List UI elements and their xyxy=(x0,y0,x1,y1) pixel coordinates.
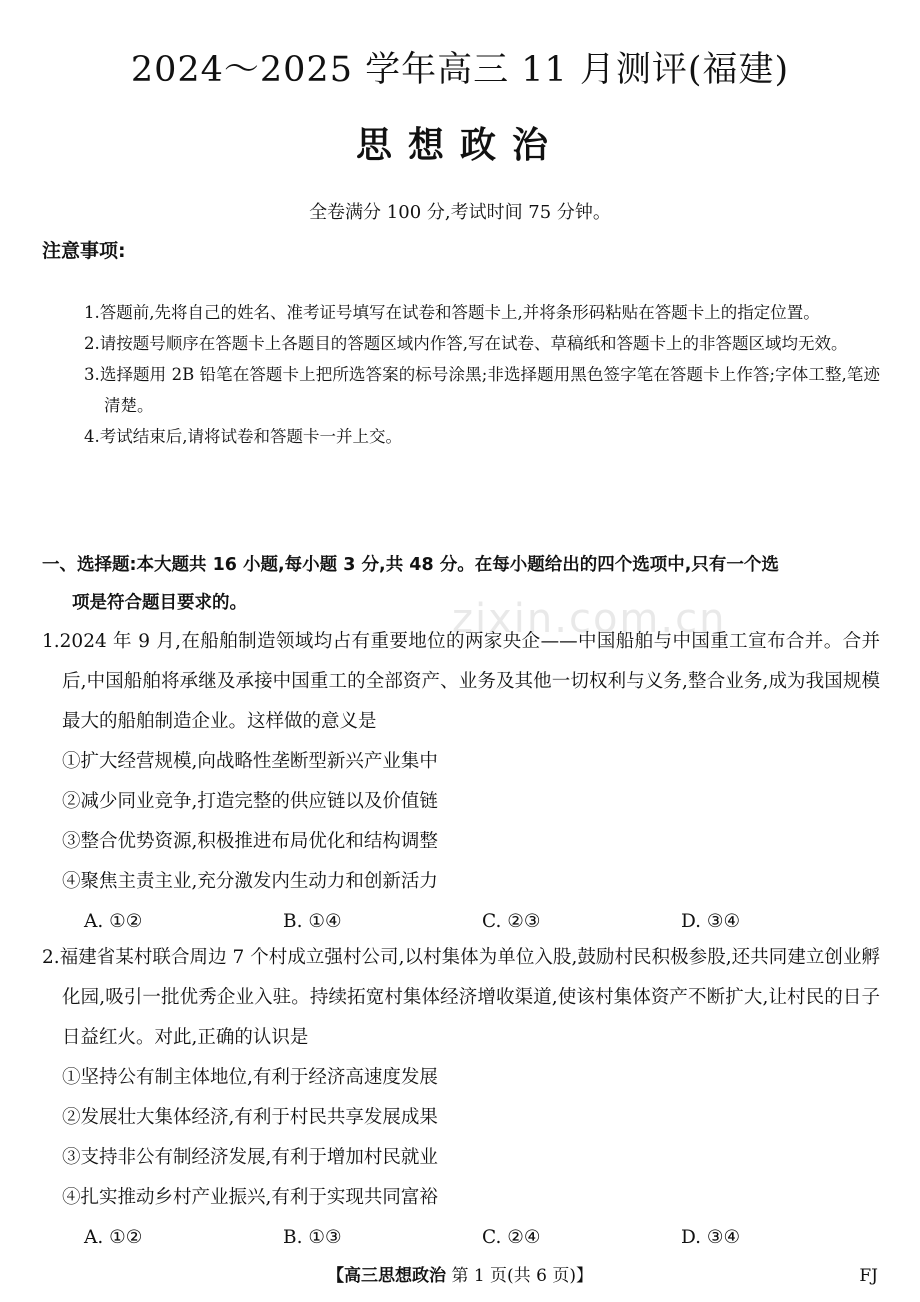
question-option: ①扩大经营规模,向战略性垄断型新兴产业集中 xyxy=(62,751,438,772)
exam-title: 2024～2025 学年高三 11 月测评(福建) xyxy=(130,50,790,90)
notes-item: 1.答题前,先将自己的姓名、准考证号填写在试卷和答题卡上,并将条形码粘贴在答题卡上的指定位置。 xyxy=(84,303,820,322)
notes-item: 3.选择题用 2B 铅笔在答题卡上把所选答案的标号涂黑;非选择题用黑色签字笔在答题卡上作答;字体工整,笔迹清楚。 xyxy=(84,365,880,415)
section-heading-line1: 一、选择题:本大题共 16 小题,每小题 3 分,共 48 分。在每小题给出的四个选项中,只有一个选 xyxy=(42,555,779,575)
section-heading-line2: 项是符合题目要求的。 xyxy=(72,593,247,613)
question-option: ②发展壮大集体经济,有利于村民共享发展成果 xyxy=(62,1107,438,1128)
choice-d: D. ③④ xyxy=(681,1227,741,1248)
choice-a: A. ①② xyxy=(84,1227,143,1248)
question-stem: 2.福建省某村联合周边 7 个村成立强村公司,以村集体为单位入股,鼓励村民积极参股,还共同建立创业孵化园,吸引一批优秀企业入驻。持续拓宽村集体经济增收渠道,使该村集体资产不断扩大,让村民的日子日益红火。对此,正确的认识是 xyxy=(42,947,880,1048)
question-option: ④扎实推动乡村产业振兴,有利于实现共同富裕 xyxy=(62,1187,438,1208)
exam-meta: 全卷满分 100 分,考试时间 75 分钟。 xyxy=(309,202,611,223)
question-option: ④聚焦主责主业,充分激发内生动力和创新活力 xyxy=(62,871,438,892)
choice-b: B. ①④ xyxy=(283,911,342,932)
section-heading xyxy=(42,546,880,622)
choice-a: A. ①② xyxy=(84,911,143,932)
question-option: ③整合优势资源,积极推进布局优化和结构调整 xyxy=(62,831,438,852)
choice-c: C. ②③ xyxy=(482,911,541,932)
question-stem: 1.2024 年 9 月,在船舶制造领域均占有重要地位的两家央企——中国船舶与中国重工宣布合并。合并后,中国船舶将承继及承接中国重工的全部资产、业务及其他一切权利与义务,整合业务,成为我国规模最大的船舶制造企业。这样做的意义是 xyxy=(42,631,880,732)
choice-b: B. ①③ xyxy=(283,1227,342,1248)
question-option: ①坚持公有制主体地位,有利于经济高速度发展 xyxy=(62,1067,438,1088)
notes-item: 4.考试结束后,请将试卷和答题卡一并上交。 xyxy=(84,427,402,446)
subject-title: 思想政治 xyxy=(355,125,564,166)
choice-d: D. ③④ xyxy=(681,911,741,932)
footer-label: 【高三思想政治 xyxy=(327,1266,447,1286)
answer-choices xyxy=(42,902,880,942)
choice-c: C. ②④ xyxy=(482,1227,541,1248)
answer-choices xyxy=(42,1218,880,1258)
footer-page-number: 第 1 页(共 6 页)】 xyxy=(451,1266,593,1286)
notes-list xyxy=(84,297,880,452)
watermark: zixin.com.cn xyxy=(452,596,727,642)
region-code: FJ xyxy=(859,1266,878,1286)
question-option: ③支持非公有制经济发展,有利于增加村民就业 xyxy=(62,1147,438,1168)
question-option: ②减少同业竞争,打造完整的供应链以及价值链 xyxy=(62,791,438,812)
question-2 xyxy=(42,938,880,1258)
notes-title: 注意事项: xyxy=(42,240,126,262)
page-footer xyxy=(0,1262,920,1290)
question-1 xyxy=(42,622,880,942)
notes-item: 2.请按题号顺序在答题卡上各题目的答题区域内作答,写在试卷、草稿纸和答题卡上的非答题区域均无效。 xyxy=(84,334,848,353)
